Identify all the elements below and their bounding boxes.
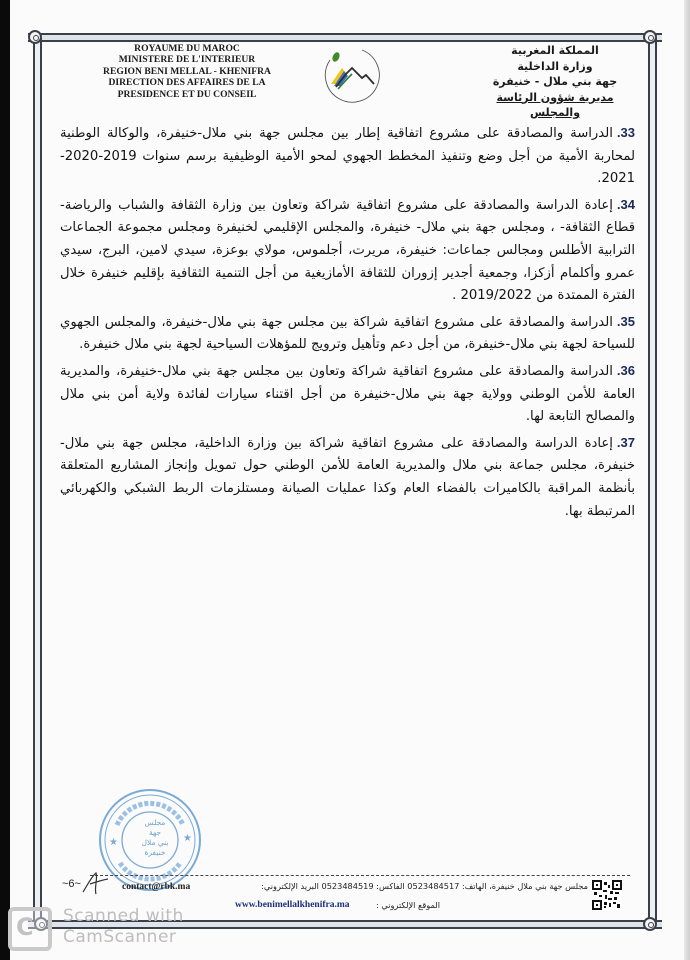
footer-contact-info: مجلس جهة بني ملال خنيفرة، الهاتف: 0523484517 الفاكس: 0523484519 البريد الإلكتروني: (261, 881, 588, 891)
footer-website-label: الموقع الإلكتروني : (376, 900, 440, 910)
header-arabic-line: مديرية شؤون الرئاسة والمجلس (496, 90, 614, 119)
stamp-line: جهة (148, 828, 162, 837)
signature-icon (80, 870, 110, 896)
agenda-item (60, 432, 635, 523)
camscanner-logo-letter: C (16, 913, 34, 941)
camscanner-watermark (63, 906, 184, 948)
qr-code-icon (592, 880, 622, 910)
scan-right-edge (684, 0, 690, 960)
stamp-line: مجلس (144, 818, 166, 827)
frame-corner-ornament-icon (28, 30, 42, 44)
header-arabic-line: المملكة المغربية (511, 44, 599, 57)
header-arabic-line: وزارة الداخلية (517, 59, 593, 73)
frame-corner-ornament-icon (643, 30, 657, 44)
footer-divider (90, 875, 630, 876)
footer-email[interactable]: contact@rbk.ma (122, 882, 191, 892)
agenda-item (60, 360, 635, 429)
item-number: 37. (616, 434, 635, 450)
watermark-line: Scanned with (63, 906, 184, 926)
header-french-line: REGION BENI MELLAL - KHENIFRA (103, 65, 271, 77)
item-number: 33. (616, 125, 635, 140)
item-number: 36. (616, 362, 635, 378)
camscanner-logo-icon (8, 907, 52, 951)
stamp-line: بني ملال (141, 838, 169, 847)
item-text: الدراسة والمصادقة على مشروع اتفاقية شراكة بين مجلس جهة بني ملال-خنيفرة، والمجلس الجهوي للسياحة لجهة بني ملال-خنيفرة، من أجل دعم وتأهيل وترويج للمؤهلات السياحية لجهة بني ملال خنيفرة. (60, 314, 635, 353)
footer-website[interactable]: www.benimellalkhenifra.ma (235, 900, 350, 910)
item-number: 34. (616, 196, 635, 212)
stamp-center-text (135, 818, 175, 858)
agenda-item (60, 122, 635, 191)
header-french-line: MINISTERE DE L'INTERIEUR (118, 54, 256, 66)
frame-top (28, 33, 662, 42)
header-arabic-line: جهة بني ملال - خنيفرة (492, 75, 618, 88)
item-number: 35. (616, 313, 635, 329)
header-french-line: DIRECTION DES AFFAIRES DE LA (108, 77, 266, 89)
watermark-line: CamScanner (63, 927, 177, 947)
header-french (82, 43, 292, 100)
scan-left-edge (0, 0, 10, 960)
region-mountain-logo-icon (322, 46, 384, 104)
item-text: إعادة الدراسة والمصادقة على مشروع اتفاقية شراكة وتعاون بين وزارة الثقافة والشباب والرياضة-قطاع الثقافة- ، ومجلس جهة بني ملال- خنيفرة، والمجلس الإقليمي لخنيفرة ومجلس مجموعة الجماعات الترابية الأطلس ومجالس جماعات: خنيفرة، مريرت، أجلموس، مولاي بوعزة، سيدي لامين، البرج، سيدي عمرو وأكلمام أزكزا، وجمعية أجدير إزوران للثقافة الأمازيغية من أجل التنمية الثقافية بإقليم خنيفرة خلال الفترة الممتدة من 2019/2022 . (60, 197, 635, 304)
header-arabic (470, 43, 640, 121)
svg-text:★: ★ (109, 837, 118, 848)
item-text: الدراسة والمصادقة على مشروع اتفاقية إطار بين مجلس جهة بني ملال-خنيفرة، والوكالة الوطنية لمحاربة الأمية من أجل وضع وتنفيذ المخطط الجهوي لمحو الأمية الوظيفية برسم سنوات 2019-2020-2021. (60, 126, 635, 187)
agenda-item (60, 311, 635, 357)
header-french-line: PRESIDENCE ET DU CONSEIL (117, 88, 257, 100)
item-text: إعادة الدراسة والمصادقة على مشروع اتفاقية شراكة بين وزارة الداخلية، مجلس جهة بني ملال-خنيفرة، مجلس جماعة بني ملال والمديرية العامة للأمن الوطني حول تمويل وإنجاز المشاريع المتعلقة بأنظمة المراقبة بالكاميرات بالفضاء العام وكذا عمليات الصيانة ومستلزمات الربط الشبكي والكهربائي المرتبطة بها. (60, 435, 635, 519)
header-french-line: ROYAUME DU MAROC (134, 43, 240, 54)
page-number: ~6~ (62, 878, 81, 890)
frame-left (33, 38, 42, 922)
agenda-item (60, 194, 635, 308)
stamp-line: خنيفرة (144, 848, 166, 857)
frame-corner-ornament-icon (643, 917, 657, 931)
agenda-items-list (60, 122, 635, 523)
frame-right (648, 38, 657, 922)
item-text: الدراسة والمصادقة على مشروع اتفاقية شراكة وتعاون بين مجلس جهة بني ملال-خنيفرة، والمديرية العامة للأمن الوطني وولاية جهة بني ملال-خنيفرة من أجل اقتناء سيارات لفائدة ولاية أمن بني ملال والمصالح التابعة لها. (60, 363, 635, 425)
svg-text:★: ★ (183, 833, 192, 844)
